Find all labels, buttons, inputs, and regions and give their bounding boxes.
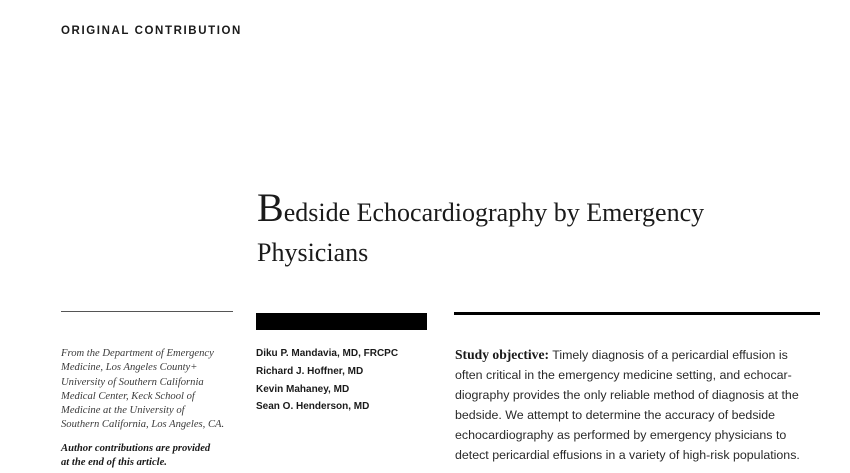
author-name: Kevin Mahaney, MD xyxy=(256,383,350,395)
affiliation-line: Medicine, Los Angeles County+ xyxy=(61,362,198,374)
affiliation-line: Southern California, Los Angeles, CA. xyxy=(61,419,225,431)
abstract-line: diography provides the only reliable method of diagnosis at the xyxy=(455,388,799,403)
abstract-line xyxy=(455,345,825,365)
title-line-2: Physicians xyxy=(257,238,369,267)
affiliation-line: Medicine at the University of xyxy=(61,405,185,417)
contrib-line: Author contributions are provided xyxy=(61,443,211,454)
abstract-line: often critical in the emergency medicine setting, and echocar- xyxy=(455,368,792,383)
author-list xyxy=(256,345,446,416)
article-title xyxy=(257,185,817,273)
contrib-line: at the end of this article. xyxy=(61,457,167,469)
author-name: Diku P. Mandavia, MD, FRCPC xyxy=(256,348,399,359)
affiliation-line: University of Southern California xyxy=(61,376,204,388)
author-contributions-note xyxy=(61,442,241,471)
author-name: Sean O. Henderson, MD xyxy=(256,401,370,413)
abstract-heading: Study objective: xyxy=(455,347,550,362)
authors-rule-bar xyxy=(256,313,427,330)
author-name: Richard J. Hoffner, MD xyxy=(256,365,364,377)
title-line-1: edside Echocardiography by Emergency xyxy=(283,198,705,227)
affiliation xyxy=(61,347,241,433)
abstract-text: Timely diagnosis of a pericardial effusion is xyxy=(549,348,788,362)
abstract-line: bedside. We attempt to determine the accuracy of bedside xyxy=(455,408,776,423)
abstract-line: echocardiography as performed by emergency physicians to xyxy=(455,428,787,443)
section-label: ORIGINAL CONTRIBUTION xyxy=(61,25,242,37)
abstract-rule xyxy=(454,312,820,315)
affiliation-rule xyxy=(61,311,233,312)
abstract-line: detect pericardial effusions in a variety of high-risk populations. xyxy=(455,448,800,463)
title-dropcap: B xyxy=(257,185,284,230)
abstract xyxy=(455,345,825,466)
affiliation-line: From the Department of Emergency xyxy=(61,348,214,359)
affiliation-line: Medical Center, Keck School of xyxy=(61,390,195,402)
